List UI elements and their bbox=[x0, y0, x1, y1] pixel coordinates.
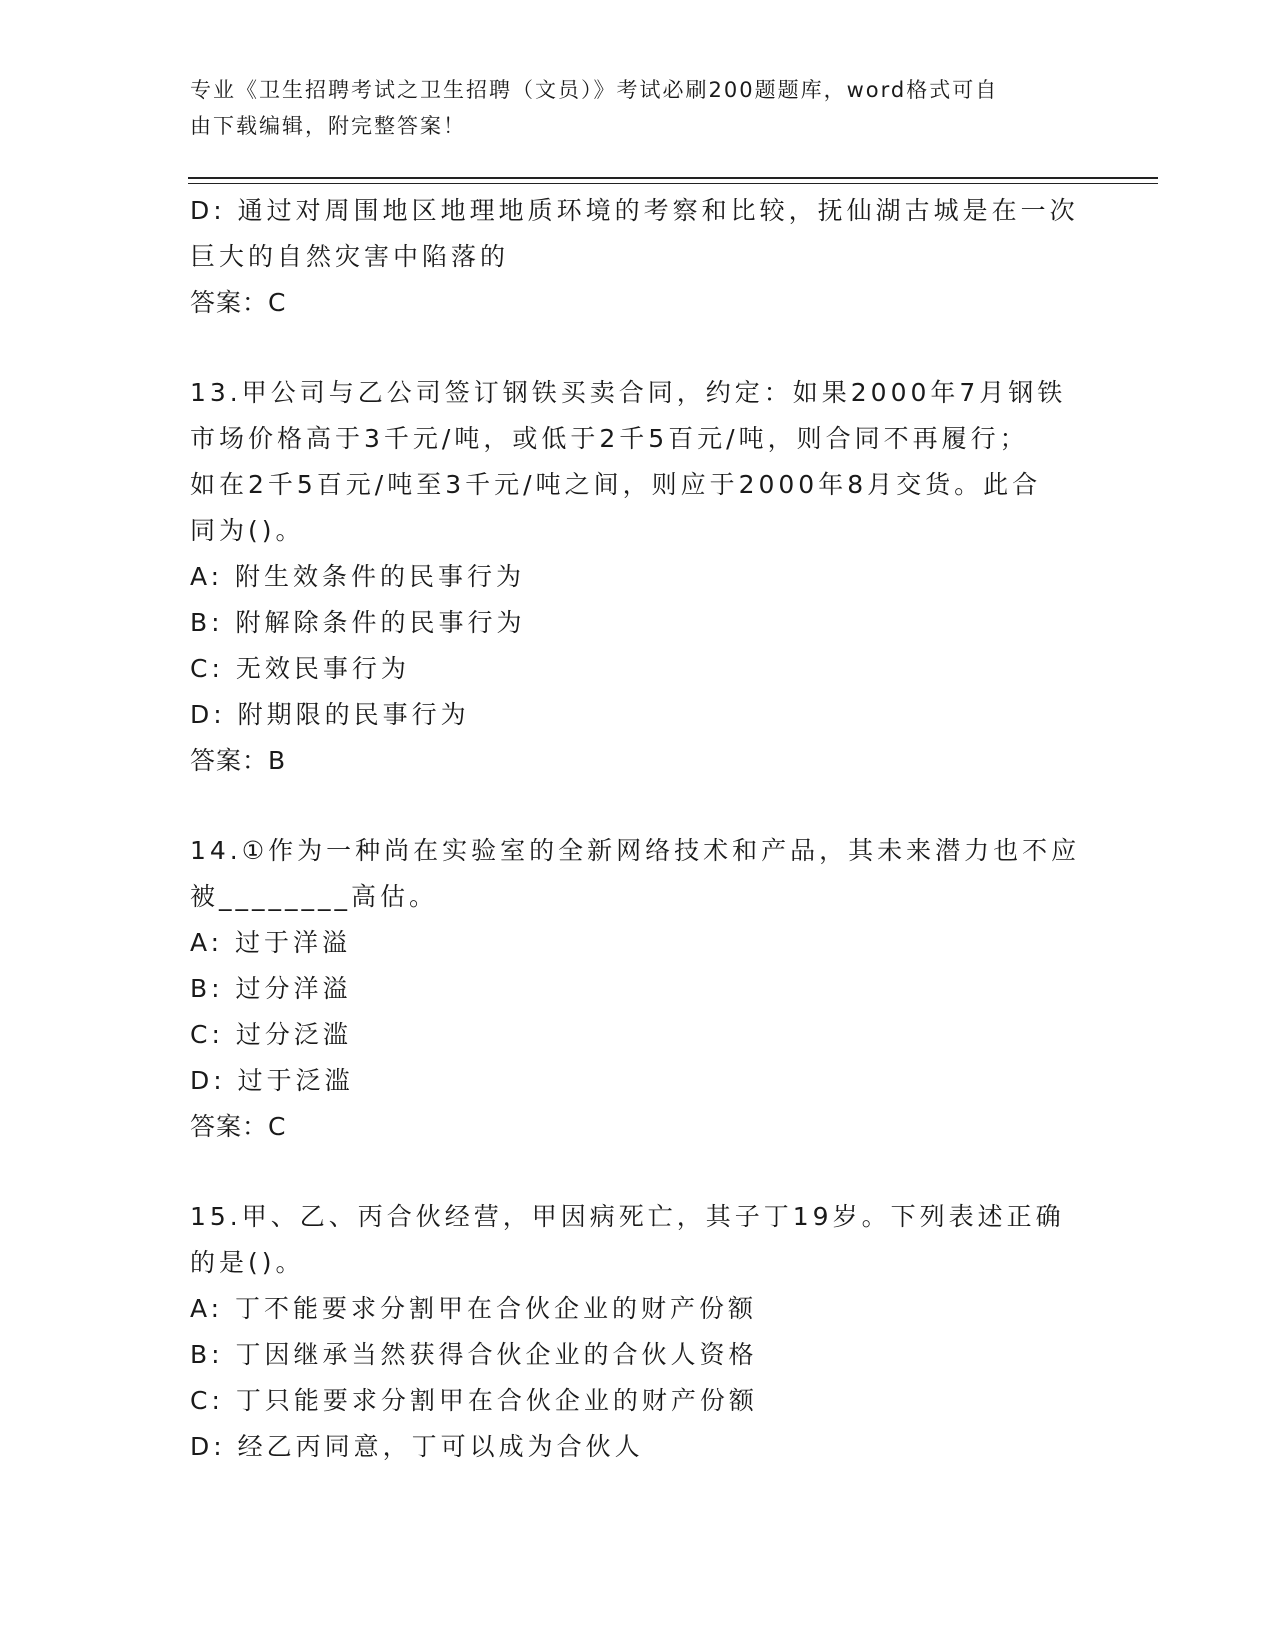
header-line-2: 由下载编辑，附完整答案！ bbox=[190, 114, 466, 138]
header-divider-thin bbox=[188, 183, 1158, 184]
question-stem-line: 市场价格高于3千元/吨，或低于2千5百元/吨，则合同不再履行； bbox=[190, 424, 1029, 453]
answer: 答案：C bbox=[190, 1112, 287, 1141]
question-stem: 15.甲、乙、丙合伙经营，甲因病死亡，其子丁19岁。下列表述正确 bbox=[190, 1202, 1065, 1231]
option-c: C: 丁只能要求分割甲在合伙企业的财产份额 bbox=[190, 1386, 758, 1415]
option-d: D: 过于泛滥 bbox=[190, 1066, 354, 1095]
option-b: B: 过分洋溢 bbox=[190, 974, 352, 1003]
question-spacer bbox=[190, 326, 1090, 370]
option-a: A: 丁不能要求分割甲在合伙企业的财产份额 bbox=[190, 1294, 758, 1323]
question-spacer bbox=[190, 1150, 1090, 1194]
option-d: D: 通过对周围地区地理地质环境的考察和比较，抚仙湖古城是在一次 bbox=[190, 196, 1079, 225]
question-stem-line: 如在2千5百元/吨至3千元/吨之间，则应于2000年8月交货。此合 bbox=[190, 470, 1042, 499]
option-a: A: 附生效条件的民事行为 bbox=[190, 562, 526, 591]
option-a: A: 过于洋溢 bbox=[190, 928, 352, 957]
question-13 bbox=[190, 370, 1090, 784]
question-12 bbox=[190, 188, 1090, 326]
question-spacer bbox=[190, 784, 1090, 828]
option-b: B: 附解除条件的民事行为 bbox=[190, 608, 526, 637]
header-line-1: 专业《卫生招聘考试之卫生招聘（文员）》考试必刷200题题库，word格式可自 bbox=[190, 78, 999, 102]
question-stem: 13.甲公司与乙公司签订钢铁买卖合同，约定：如果2000年7月钢铁 bbox=[190, 378, 1067, 407]
option-d-continued: 巨大的自然灾害中陷落的 bbox=[190, 242, 510, 271]
answer: 答案：B bbox=[190, 746, 287, 775]
question-stem-line: 的是()。 bbox=[190, 1248, 305, 1277]
question-15 bbox=[190, 1194, 1090, 1470]
document-header bbox=[190, 72, 1090, 144]
question-list bbox=[190, 188, 1090, 1470]
question-14 bbox=[190, 828, 1090, 1150]
answer: 答案：C bbox=[190, 288, 287, 317]
option-d: D: 经乙丙同意，丁可以成为合伙人 bbox=[190, 1432, 644, 1461]
question-stem-line: 被________高估。 bbox=[190, 882, 439, 911]
question-stem: 14.①作为一种尚在实验室的全新网络技术和产品，其未来潜力也不应 bbox=[190, 836, 1081, 865]
option-c: C: 过分泛滥 bbox=[190, 1020, 352, 1049]
option-b: B: 丁因继承当然获得合伙企业的合伙人资格 bbox=[190, 1340, 758, 1369]
header-divider-thick bbox=[188, 177, 1158, 179]
option-c: C: 无效民事行为 bbox=[190, 654, 410, 683]
option-d: D: 附期限的民事行为 bbox=[190, 700, 470, 729]
question-stem-line: 同为()。 bbox=[190, 516, 305, 545]
